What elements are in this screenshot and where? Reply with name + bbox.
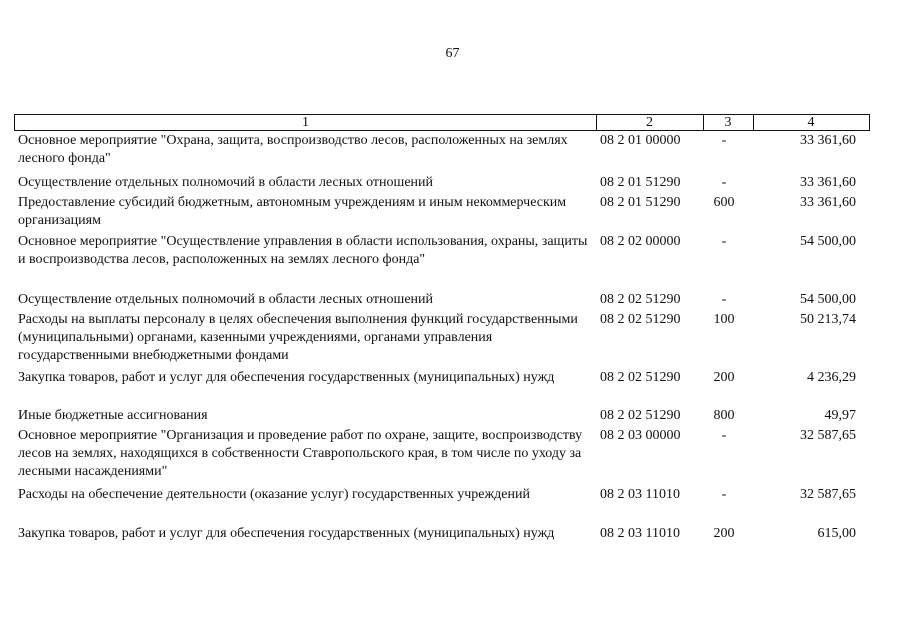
row-expense-type: -	[721, 428, 727, 443]
row-description: Закупка товаров, работ и услуг для обеспечения государственных (муниципальных) нужд	[18, 526, 555, 541]
row-description: Осуществление отдельных полномочий в области лесных отношений	[18, 292, 434, 307]
row-code: 08 2 01 00000	[600, 133, 681, 148]
row-code: 08 2 02 51290	[600, 408, 681, 423]
row-expense-type: 600	[713, 195, 735, 210]
row-description: Иные бюджетные ассигнования	[18, 408, 208, 423]
row-expense-type: -	[721, 487, 727, 502]
row-code: 08 2 01 51290	[600, 195, 681, 210]
row-amount: 33 361,60	[800, 175, 856, 190]
row-amount: 50 213,74	[800, 312, 856, 327]
row-amount: 33 361,60	[800, 133, 856, 148]
row-amount: 4 236,29	[807, 370, 856, 385]
row-expense-type: -	[721, 234, 727, 249]
row-code: 08 2 02 51290	[600, 370, 681, 385]
page-number: 67	[445, 46, 460, 61]
row-expense-type: -	[721, 175, 727, 190]
row-code: 08 2 03 11010	[600, 487, 680, 502]
row-expense-type: 200	[713, 526, 735, 541]
row-expense-type: 100	[713, 312, 735, 327]
row-code: 08 2 02 51290	[600, 312, 681, 327]
row-description: Осуществление отдельных полномочий в области лесных отношений	[18, 175, 434, 190]
row-code: 08 2 02 51290	[600, 292, 681, 307]
row-description: Основное мероприятие "Организация и проведение работ по охране, защите, воспроизводству лесов на землях, находящихся в собственности Ставропольского края, в том числе по уходу за лесными насаждениями"	[18, 428, 583, 479]
header-col-1: 1	[15, 115, 597, 130]
row-amount: 615,00	[817, 526, 856, 541]
row-description: Закупка товаров, работ и услуг для обеспечения государственных (муниципальных) нужд	[18, 370, 555, 385]
row-expense-type: 800	[713, 408, 735, 423]
table-header	[14, 114, 870, 131]
row-expense-type: 200	[713, 370, 735, 385]
row-code: 08 2 01 51290	[600, 175, 681, 190]
row-code: 08 2 02 00000	[600, 234, 681, 249]
row-amount: 32 587,65	[800, 487, 856, 502]
header-col-3: 3	[703, 115, 754, 130]
row-amount: 32 587,65	[800, 428, 856, 443]
row-description: Расходы на выплаты персоналу в целях обеспечения выполнения функций государственными (муниципальными) органами, казенными учреждениями, органами управления государственными внебюджетными фондами	[18, 312, 578, 363]
row-code: 08 2 03 00000	[600, 428, 681, 443]
row-expense-type: -	[721, 292, 727, 307]
row-amount: 49,97	[824, 408, 856, 423]
header-col-2: 2	[596, 115, 704, 130]
row-description: Основное мероприятие "Охрана, защита, воспроизводство лесов, расположенных на землях лесного фонда"	[18, 133, 568, 166]
row-amount: 33 361,60	[800, 195, 856, 210]
row-amount: 54 500,00	[800, 234, 856, 249]
row-description: Расходы на обеспечение деятельности (оказание услуг) государственных учреждений	[18, 487, 530, 502]
row-amount: 54 500,00	[800, 292, 856, 307]
row-expense-type: -	[721, 133, 727, 148]
row-description: Предоставление субсидий бюджетным, автономным учреждениям и иным некоммерческим организациям	[18, 195, 567, 228]
row-description: Основное мероприятие "Осуществление управления в области использования, охраны, защиты и воспроизводства лесов, расположенных на землях лесного фонда"	[18, 234, 588, 267]
row-code: 08 2 03 11010	[600, 526, 680, 541]
header-col-4: 4	[807, 115, 815, 130]
